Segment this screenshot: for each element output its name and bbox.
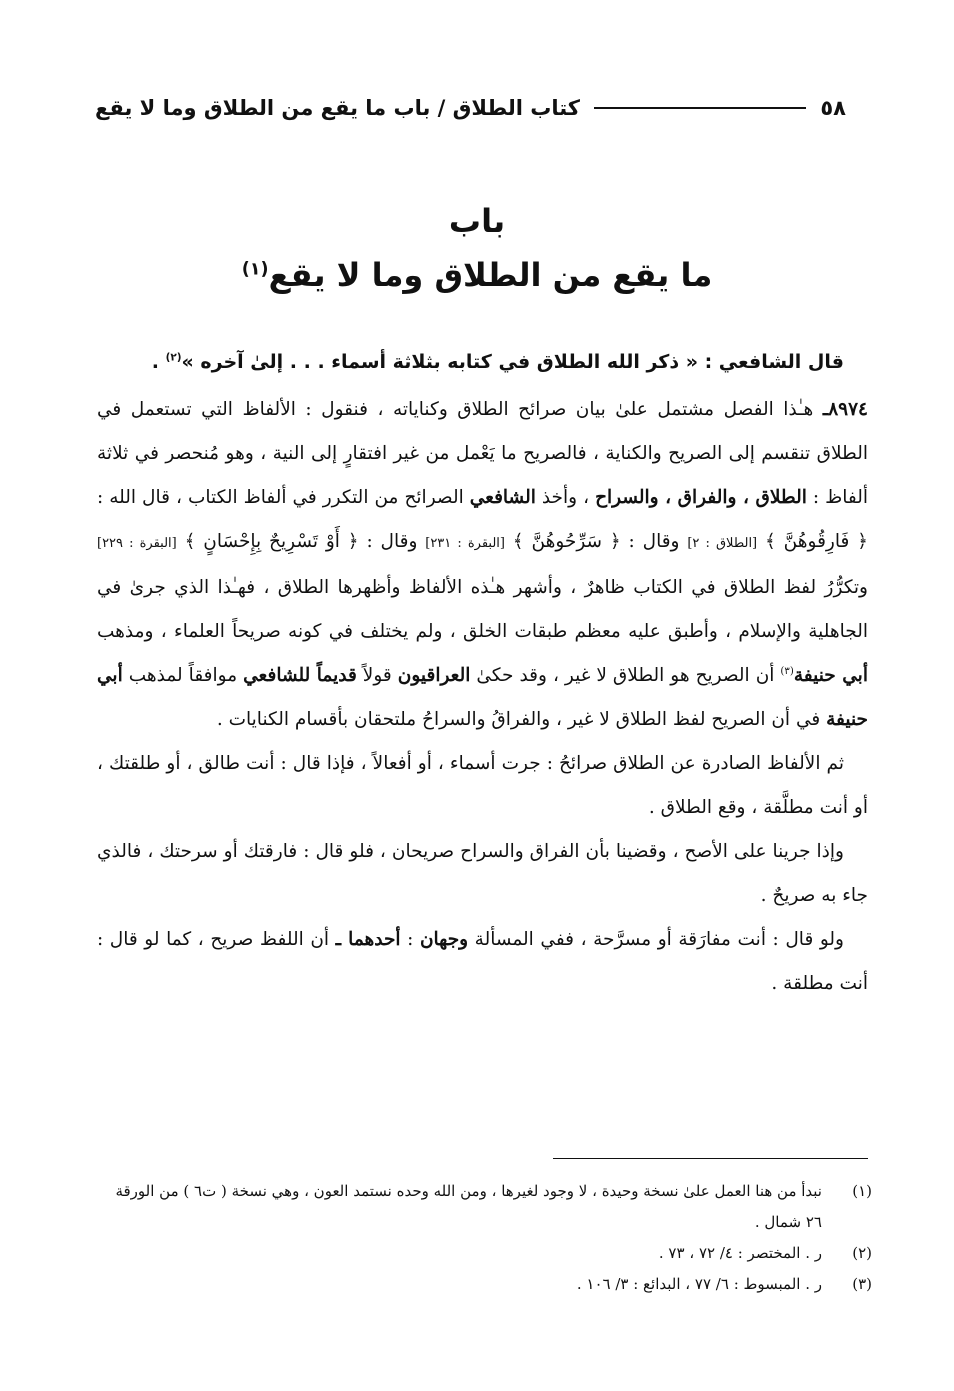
footnote <box>97 1176 872 1238</box>
paragraph-8974 <box>97 388 868 742</box>
footnote-marker[interactable]: (٣) <box>780 665 794 677</box>
bold-term: أحدهما ـ <box>335 929 401 950</box>
paragraph <box>97 742 868 830</box>
text-run: ولو قال : أنت مفارَقة أو مسرَّحة ، ففي المسألة <box>468 929 844 950</box>
bold-term: قديماً للشافعي <box>243 665 357 686</box>
text-run: وتكرُّرُ لفظ الطلاق في الكتاب ظاهرٌ ، وأشهر هـٰذه الألفاظ وأظهرها الطلاق ، فهـٰذا الذي جرىٰ في الجاهلية والإسلام ، وأطبق عليه معظم طبقات الخلق ، ولم يختلف في كونه صريحاً العلماء ، ومذهب <box>97 577 868 642</box>
bold-term: أبي حنيفة <box>793 665 868 686</box>
footnote <box>97 1269 872 1300</box>
text-run: الصرائح من التكرر في ألفاظ الكتاب ، قال الله : ﴿ فَارِقُوهُنَّ ﴾ <box>97 487 869 552</box>
text-run: موافقاً لمذهب <box>122 665 244 686</box>
bold-term: الطلاق ، والفراق ، والسراح <box>595 487 807 508</box>
footnote-text: نبدأ من هنا العمل علىٰ نسخة وحيدة ، لا وجود لغيرها ، ومن الله وحده نستمد العون ، وهي نسخة ( ت٦ ) من الورقة ٢٦ شمال . <box>115 1182 822 1231</box>
footnote-marker[interactable]: (١) <box>241 259 269 280</box>
text-run: ، وأخذ <box>535 487 596 508</box>
verse-reference: [الطلاق : ٢] <box>687 536 758 551</box>
bold-term: العراقيون <box>397 665 471 686</box>
chapter-title-text: ما يقع من الطلاق وما لا يقع <box>268 256 713 294</box>
running-title: كتاب الطلاق / باب ما يقع من الطلاق وما لا يقع <box>95 96 580 120</box>
text-run: في أن الصريح لفظ الطلاق لا غير ، والفراقُ والسراحُ ملتحقان بأقسام الكنايات . <box>216 709 827 730</box>
text-run: هـٰذا الفصل مشتمل علىٰ بيان صرائح الطلاق وكناياته ، فنقول : الألفاظ التي تستعمل في الطلاق تنقسم إلى الصريح والكناية ، فالصريح ما يَعْمل من غير افتقارٍ إلى النية ، وهو مُنحصر في ثلاثة ألفاظ : <box>97 399 869 508</box>
footnote <box>97 1238 872 1269</box>
bold-term: وجهان <box>419 929 469 950</box>
footnote-text: ر . المختصر : ٤/ ٧٢ ، ٧٣ . <box>658 1244 822 1262</box>
footnotes <box>97 1176 872 1300</box>
text-run: ثم الألفاظ الصادرة عن الطلاق صرائحُ : جرت أسماء ، أو أفعالاً ، فإذا قال : أنت طالق ، أو طلقتك ، أو أنت مطلَّقة ، وقع الطلاق . <box>97 753 868 818</box>
footnote-marker[interactable]: (٢) <box>165 351 182 364</box>
footnote-text: ر . المبسوط : ٦/ ٧٧ ، البدائع : ٣/ ١٠٦ . <box>576 1275 822 1293</box>
bold-term: الشافعي <box>469 487 536 508</box>
bold-term: ٨٩٧٤ـ <box>822 399 868 420</box>
header-rule <box>594 107 806 109</box>
footnote-number: (٣) <box>852 1275 872 1293</box>
chapter-title <box>0 195 954 303</box>
text-run: وقال : ﴿ أَوْ تَسْرِيحٌ بِإِحْسَانٍ ﴾ <box>176 531 426 552</box>
text-run: وقال : ﴿ سَرِّحُوهُنَّ ﴾ <box>504 531 688 552</box>
paragraph <box>97 830 868 918</box>
text-run: أن الصريح هو الطلاق لا غير ، وقد حكىٰ <box>470 665 781 686</box>
text-run: قولاً <box>356 665 398 686</box>
verse-reference: [البقرة : ٢٢٩] <box>97 536 177 551</box>
footnote-number: (١) <box>852 1182 872 1200</box>
verse-reference: [البقرة : ٢٣١] <box>425 536 505 551</box>
opening-quote <box>97 340 868 384</box>
text-run: أن اللفظ صريح ، كما لو قال : أنت مطلقة . <box>97 929 868 994</box>
page-number: ٥٨ <box>820 96 846 120</box>
paragraph <box>97 918 868 1006</box>
quote-text: قال الشافعي : « ذكر الله الطلاق في كتابه بثلاثة أسماء . . . إلىٰ آخره » <box>181 351 844 373</box>
running-header <box>95 88 846 128</box>
bold-term: أبي حنيفة <box>97 665 868 730</box>
quote-end: . <box>151 351 166 373</box>
footnote-number: (٢) <box>852 1244 872 1262</box>
footnote-divider <box>553 1158 868 1159</box>
chapter-title-line1: باب <box>448 202 506 240</box>
text-run: : <box>400 929 420 950</box>
chapter-title-line2 <box>0 247 954 303</box>
main-text <box>97 340 868 1006</box>
text-run: وإذا جرينا على الأصح ، وقضينا بأن الفراق والسراح صريحان ، فلو قال : فارقتك أو سرحتك ، فالذي جاء به صريحٌ . <box>97 841 868 906</box>
